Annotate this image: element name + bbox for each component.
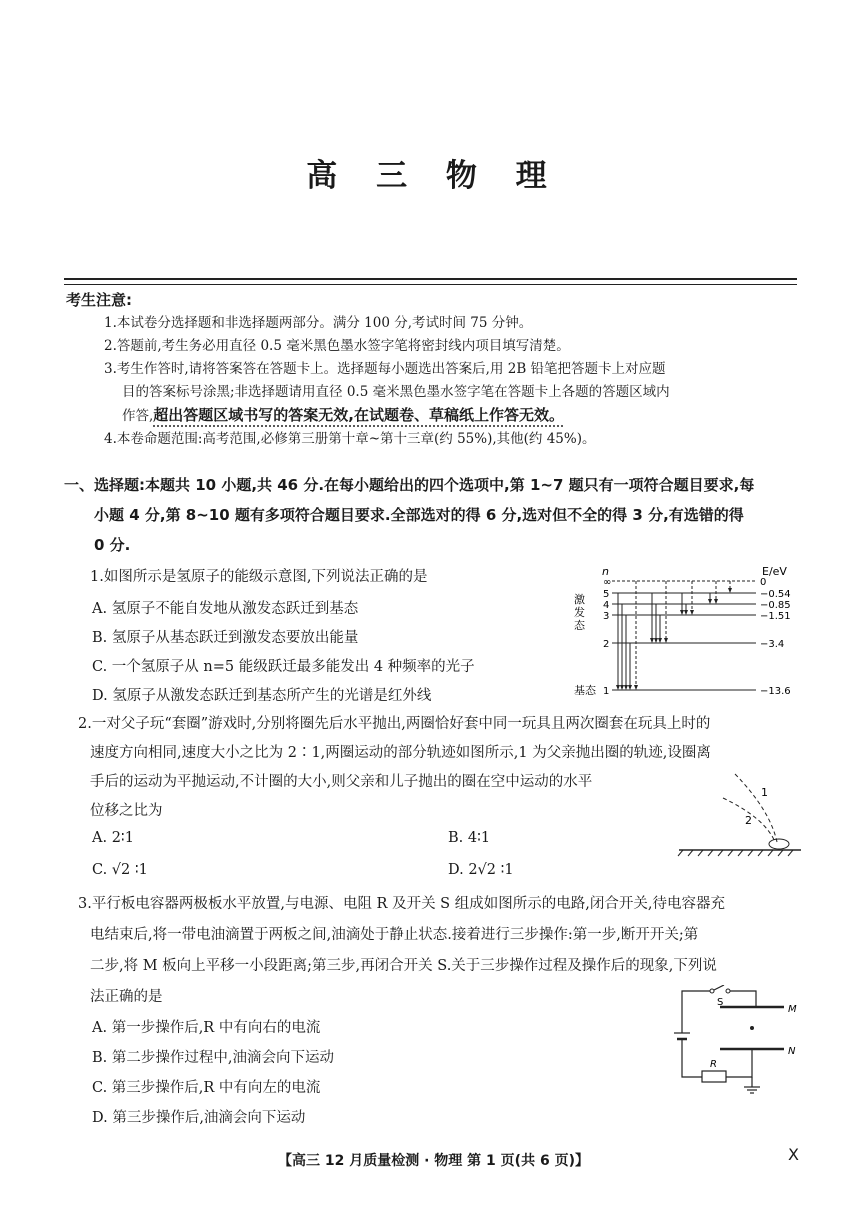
notice-text: 作答,	[122, 408, 154, 424]
level-n: ∞	[603, 577, 612, 588]
wire	[728, 991, 756, 1007]
q1-option-d: D. 氢原子从激发态跃迁到基态所产生的光谱是红外线	[92, 688, 432, 704]
q1-option-b: B. 氢原子从基态跃迁到激发态要放出能量	[92, 630, 359, 646]
notice-emphasis: 超出答题区域书写的答案无效,在试题卷、草稿纸上作答无效。	[153, 406, 564, 424]
ground-label: 基态	[574, 684, 596, 697]
section-line: 小题 4 分,第 8~10 题有多项符合题目要求.全部选对的得 6 分,选对但不全的得 3 分,有选错的得	[94, 506, 744, 524]
transition-arrows	[618, 581, 730, 689]
level-n: 4	[603, 600, 610, 611]
corner-mark: X	[788, 1145, 799, 1164]
e-axis-label: E/eV	[762, 565, 787, 578]
q2-option-d: D. 2√2 ∶1	[448, 862, 514, 878]
excited-label: 激发态	[574, 593, 585, 632]
q2-option-b: B. 4∶1	[448, 830, 491, 846]
q1-option-a: A. 氢原子不能自发地从激发态跃迁到基态	[92, 601, 359, 617]
q3-line: 二步,将 M 板向上平移一小段距离;第三步,再闭合开关 S.关于三步操作过程及操作后的现象,下列说	[90, 958, 717, 974]
notice-heading: 考生注意:	[66, 291, 132, 309]
level-energy: −0.54	[760, 589, 791, 600]
ring-toss-diagram	[675, 770, 805, 860]
plate-n-label: N	[788, 1046, 796, 1057]
resistor	[702, 1071, 726, 1082]
notice-item	[122, 404, 794, 428]
page-footer: 【高三 12 月质量检测 · 物理 第 1 页(共 6 页)】	[278, 1153, 589, 1169]
q3-option-c: C. 第三步操作后,R 中有向左的电流	[92, 1080, 321, 1096]
q3-option-d: D. 第三步操作后,油滴会向下运动	[92, 1110, 306, 1126]
ground-hatch	[678, 850, 793, 856]
level-n: 2	[603, 639, 610, 650]
level-energy: 0	[760, 577, 767, 588]
trajectory-label-2: 2	[745, 814, 752, 827]
notice-item: 2.答题前,考生务必用直径 0.5 毫米黑色墨水签字笔将密封线内项目填写清楚。	[104, 338, 570, 354]
level-n: 3	[603, 611, 610, 622]
page-title: 高 三 物 理	[306, 158, 561, 194]
q2-line: 2.一对父子玩“套圈”游戏时,分别将圈先后水平抛出,两圈恰好套中同一玩具且两次圈套在玩具上时的	[78, 716, 711, 732]
q3-line: 电结束后,将一带电油滴置于两板之间,油滴处于静止状态.接着进行三步操作:第一步,断开开关;第	[90, 927, 699, 943]
level-energy: −3.4	[760, 639, 785, 650]
q3-line: 法正确的是	[90, 989, 163, 1005]
oil-drop	[750, 1026, 754, 1030]
switch-label: S	[717, 997, 724, 1008]
q2-line: 手后的运动为平抛运动,不计圈的大小,则父亲和儿子抛出的圈在空中运动的水平	[90, 774, 593, 790]
level-n: 5	[603, 589, 610, 600]
notice-item: 3.考生作答时,请将答案答在答题卡上。选择题每小题选出答案后,用 2B 铅笔把答题卡上对应题	[104, 361, 666, 377]
toy-ring	[769, 839, 789, 849]
notice-item: 1.本试卷分选择题和非选择题两部分。满分 100 分,考试时间 75 分钟。	[104, 315, 533, 331]
q1-option-c: C. 一个氢原子从 n=5 能级跃迁最多能发出 4 种频率的光子	[92, 659, 475, 675]
q3-line: 3.平行板电容器两极板水平放置,与电源、电阻 R 及开关 S 组成如图所示的电路,闭合开关,待电容器充	[78, 896, 725, 912]
trajectory-1	[735, 774, 777, 842]
arrow-heads	[616, 588, 732, 690]
q2-line: 速度方向相同,速度大小之比为 2∶1,两圈运动的部分轨迹如图所示,1 为父亲抛出圈的轨迹,设圈离	[90, 745, 711, 761]
notice-item: 目的答案标号涂黑;非选择题请用直径 0.5 毫米黑色墨水签字笔在答题卡上各题的答题区域内	[122, 384, 670, 400]
q2-option-c: C. √2 ∶1	[92, 862, 148, 878]
section-line: 一、选择题:本题共 10 小题,共 46 分.在每小题给出的四个选项中,第 1~7 题只有一项符合题目要求,每	[64, 476, 755, 494]
plate-m-label: M	[788, 1004, 797, 1015]
divider	[64, 278, 797, 280]
wire	[726, 1049, 752, 1077]
energy-level-diagram	[570, 563, 810, 703]
q2-option-a: A. 2∶1	[92, 830, 134, 846]
n-axis-label: n	[602, 565, 609, 578]
level-energy: −0.85	[760, 600, 791, 611]
q3-option-b: B. 第二步操作过程中,油滴会向下运动	[92, 1050, 334, 1066]
switch-contact	[726, 989, 730, 993]
notice-item: 4.本卷命题范围:高考范围,必修第三册第十章~第十三章(约 55%),其他(约 45%)。	[104, 431, 596, 447]
section-heading	[64, 470, 798, 560]
divider	[64, 284, 797, 285]
switch-contact	[710, 989, 714, 993]
q3-option-a: A. 第一步操作后,R 中有向右的电流	[92, 1020, 321, 1036]
resistor-label: R	[710, 1059, 717, 1070]
wire	[682, 1045, 702, 1077]
level-energy: −13.6	[760, 686, 791, 697]
capacitor-circuit-diagram	[660, 985, 810, 1100]
q1-stem: 1.如图所示是氢原子的能级示意图,下列说法正确的是	[90, 569, 428, 585]
q2-line: 位移之比为	[90, 803, 163, 819]
level-energy: −1.51	[760, 611, 791, 622]
level-n: 1	[603, 686, 610, 697]
trajectory-label-1: 1	[761, 786, 768, 799]
wire	[682, 991, 712, 1033]
section-line: 0 分.	[94, 536, 131, 554]
